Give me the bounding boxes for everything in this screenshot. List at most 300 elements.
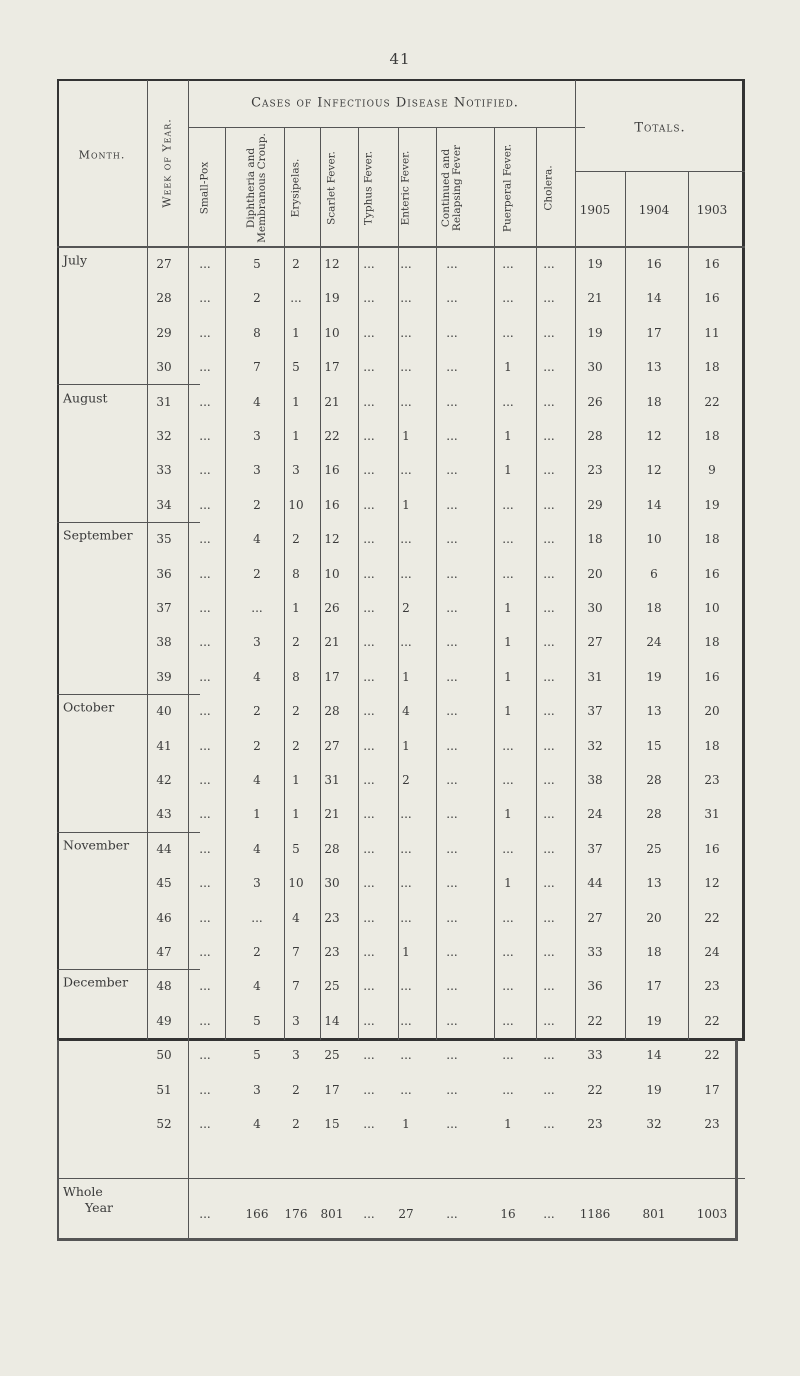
- month-separator: [57, 969, 200, 970]
- data-cell: 4: [253, 532, 261, 547]
- data-cell: ...: [363, 635, 375, 650]
- week-number: 38: [156, 635, 172, 650]
- data-cell: 3: [253, 876, 261, 891]
- data-cell: ...: [199, 945, 211, 959]
- data-cell: 21: [324, 394, 340, 409]
- data-cell: ...: [199, 532, 211, 547]
- data-cell: ...: [363, 394, 375, 409]
- data-cell: 31: [587, 669, 603, 684]
- week-number: 35: [156, 532, 172, 547]
- disease-header: Scarlet Fever.: [325, 151, 338, 225]
- data-cell: ...: [199, 773, 211, 787]
- data-cell: 12: [646, 429, 662, 443]
- data-cell: 22: [704, 910, 720, 925]
- data-cell: ...: [543, 910, 555, 925]
- data-cell: ...: [446, 1117, 458, 1131]
- data-cell: ...: [543, 773, 555, 787]
- data-cell: ...: [446, 704, 458, 719]
- whole-year-rule: [57, 1178, 745, 1179]
- data-cell: 28: [324, 704, 340, 719]
- data-cell: 8: [292, 566, 300, 581]
- data-cell: 22: [587, 1013, 603, 1028]
- disease-column-rule: [536, 127, 537, 1040]
- data-cell: 15: [646, 738, 662, 753]
- data-cell: 20: [587, 566, 603, 581]
- data-cell: ...: [543, 1117, 555, 1131]
- disease-column-rule: [494, 127, 495, 1040]
- data-cell: 12: [324, 257, 340, 271]
- disease-header: Enteric Fever.: [399, 150, 412, 226]
- data-cell: ...: [502, 1082, 514, 1097]
- data-cell: ...: [363, 429, 375, 443]
- data-cell: 1: [402, 738, 410, 753]
- data-cell: 25: [324, 979, 340, 994]
- data-cell: 24: [704, 945, 720, 959]
- data-cell: ...: [400, 807, 412, 822]
- data-cell: ...: [543, 704, 555, 719]
- week-number: 45: [156, 876, 172, 891]
- data-cell: 12: [324, 532, 340, 547]
- data-cell: 4: [253, 669, 261, 684]
- data-cell: ...: [400, 1048, 412, 1063]
- data-cell: 7: [292, 979, 300, 994]
- data-cell: 26: [324, 601, 340, 615]
- week-number: 32: [156, 429, 172, 443]
- data-cell: ...: [199, 876, 211, 891]
- data-cell: 16: [324, 497, 340, 512]
- data-cell: 4: [253, 773, 261, 787]
- data-cell: ...: [446, 257, 458, 271]
- data-cell: ...: [199, 360, 211, 375]
- week-number: 52: [156, 1117, 172, 1131]
- data-cell: 19: [324, 291, 340, 306]
- whole-year-cell: ...: [363, 1207, 375, 1221]
- data-cell: 14: [646, 291, 662, 306]
- data-cell: ...: [543, 1082, 555, 1097]
- data-cell: ...: [446, 497, 458, 512]
- disease-column-rule: [358, 127, 359, 1040]
- data-cell: 15: [324, 1117, 340, 1131]
- week-column-rule: [188, 80, 189, 1040]
- data-cell: 7: [292, 945, 300, 959]
- data-cell: ...: [543, 532, 555, 547]
- data-cell: ...: [199, 1013, 211, 1028]
- data-cell: 30: [324, 876, 340, 891]
- week-number: 50: [156, 1048, 172, 1063]
- year-column-rule: [688, 171, 689, 1040]
- data-cell: 4: [253, 841, 261, 856]
- data-cell: 25: [324, 1048, 340, 1063]
- data-cell: 32: [646, 1117, 662, 1131]
- data-cell: ...: [363, 360, 375, 375]
- data-cell: ...: [543, 325, 555, 340]
- data-cell: ...: [251, 601, 263, 615]
- totals-header: Totals.: [634, 120, 686, 136]
- data-cell: ...: [400, 463, 412, 478]
- week-number: 34: [156, 497, 172, 512]
- year-column-rule: [625, 171, 626, 1040]
- data-cell: 23: [704, 979, 720, 994]
- whole-year-cell: ...: [446, 1207, 458, 1221]
- data-cell: ...: [446, 807, 458, 822]
- data-cell: 8: [292, 669, 300, 684]
- data-cell: ...: [446, 566, 458, 581]
- whole-year-cell: 1186: [579, 1207, 611, 1221]
- data-cell: 2: [253, 738, 261, 753]
- data-cell: 23: [587, 1117, 603, 1131]
- data-cell: 2: [292, 257, 300, 271]
- week-number: 28: [156, 291, 172, 306]
- data-cell: 17: [704, 1082, 720, 1097]
- data-cell: ...: [543, 429, 555, 443]
- data-cell: 33: [587, 945, 603, 959]
- data-cell: ...: [543, 807, 555, 822]
- data-cell: 28: [587, 429, 603, 443]
- data-cell: 38: [587, 773, 603, 787]
- data-cell: ...: [543, 601, 555, 615]
- page-number: 41: [389, 50, 411, 68]
- data-cell: 29: [587, 497, 603, 512]
- data-cell: 17: [646, 325, 662, 340]
- week-number: 30: [156, 360, 172, 375]
- data-cell: 1: [292, 807, 300, 822]
- disease-header: Small-Pox: [198, 161, 211, 215]
- data-cell: 10: [324, 566, 340, 581]
- data-cell: 23: [324, 910, 340, 925]
- data-cell: ...: [446, 841, 458, 856]
- data-cell: 1: [292, 394, 300, 409]
- whole-year-week-rule: [188, 1040, 189, 1240]
- data-cell: ...: [446, 325, 458, 340]
- data-cell: 23: [704, 1117, 720, 1131]
- data-cell: ...: [446, 876, 458, 891]
- data-cell: 32: [587, 738, 603, 753]
- data-cell: 1: [504, 704, 512, 719]
- data-cell: 1: [504, 429, 512, 443]
- data-cell: 14: [646, 497, 662, 512]
- data-cell: ...: [199, 1048, 211, 1063]
- year-header: 1903: [696, 203, 728, 217]
- data-cell: ...: [400, 1013, 412, 1028]
- data-cell: 22: [704, 394, 720, 409]
- data-cell: 1: [292, 429, 300, 443]
- data-cell: 13: [646, 360, 662, 375]
- data-cell: ...: [502, 738, 514, 753]
- data-cell: 3: [253, 635, 261, 650]
- data-cell: ...: [363, 876, 375, 891]
- data-cell: 9: [708, 463, 716, 478]
- data-cell: ...: [502, 566, 514, 581]
- data-cell: ...: [446, 773, 458, 787]
- month-header: Month.: [78, 148, 126, 162]
- data-cell: 3: [253, 463, 261, 478]
- data-cell: 1: [504, 669, 512, 684]
- data-cell: 2: [292, 635, 300, 650]
- data-cell: 17: [324, 1082, 340, 1097]
- totals-header-rule: [575, 171, 745, 172]
- disease-column-rule: [284, 127, 285, 1040]
- data-cell: 10: [324, 325, 340, 340]
- data-cell: ...: [363, 291, 375, 306]
- data-cell: 10: [288, 497, 304, 512]
- data-cell: 16: [704, 841, 720, 856]
- week-header: Week of Year.: [160, 118, 174, 208]
- data-cell: ...: [400, 1082, 412, 1097]
- week-number: 33: [156, 463, 172, 478]
- data-cell: 10: [646, 532, 662, 547]
- data-cell: 10: [288, 876, 304, 891]
- data-cell: 12: [646, 463, 662, 478]
- data-cell: 3: [292, 463, 300, 478]
- week-number: 27: [156, 257, 172, 271]
- data-cell: ...: [251, 910, 263, 925]
- data-cell: 6: [650, 566, 658, 581]
- data-cell: 21: [324, 635, 340, 650]
- data-cell: ...: [446, 738, 458, 753]
- month-label: August: [63, 390, 108, 406]
- data-cell: ...: [363, 325, 375, 340]
- data-cell: 13: [646, 704, 662, 719]
- data-cell: 33: [587, 1048, 603, 1063]
- data-cell: ...: [363, 566, 375, 581]
- data-cell: 18: [704, 738, 720, 753]
- data-cell: ...: [363, 601, 375, 615]
- data-cell: 3: [253, 1082, 261, 1097]
- data-cell: 1: [402, 429, 410, 443]
- week-number: 47: [156, 945, 172, 959]
- whole-year-cell: 166: [245, 1207, 269, 1221]
- data-cell: ...: [502, 841, 514, 856]
- week-number: 44: [156, 841, 172, 856]
- whole-year-cell: 801: [320, 1207, 344, 1221]
- month-separator: [57, 384, 200, 385]
- data-cell: ...: [446, 463, 458, 478]
- data-cell: 1: [292, 601, 300, 615]
- data-cell: 23: [324, 945, 340, 959]
- data-cell: ...: [543, 360, 555, 375]
- data-cell: ...: [199, 497, 211, 512]
- data-cell: 23: [587, 463, 603, 478]
- data-cell: 17: [646, 979, 662, 994]
- data-cell: ...: [446, 429, 458, 443]
- data-cell: ...: [400, 841, 412, 856]
- data-cell: ...: [199, 291, 211, 306]
- data-cell: 20: [646, 910, 662, 925]
- whole-year-right-border: [735, 1040, 738, 1240]
- data-cell: 20: [704, 704, 720, 719]
- data-cell: ...: [502, 945, 514, 959]
- whole-year-bottom-rule: [57, 1238, 738, 1241]
- data-cell: ...: [543, 1048, 555, 1063]
- data-cell: ...: [363, 773, 375, 787]
- data-cell: 18: [646, 394, 662, 409]
- data-cell: ...: [446, 979, 458, 994]
- week-number: 36: [156, 566, 172, 581]
- data-cell: 16: [704, 257, 720, 271]
- data-cell: 3: [253, 429, 261, 443]
- data-cell: ...: [363, 532, 375, 547]
- data-cell: ...: [502, 257, 514, 271]
- data-cell: ...: [199, 394, 211, 409]
- data-cell: 2: [292, 1117, 300, 1131]
- data-cell: 28: [646, 807, 662, 822]
- data-cell: 27: [587, 910, 603, 925]
- data-cell: 16: [704, 669, 720, 684]
- data-cell: ...: [290, 291, 302, 306]
- data-cell: 14: [646, 1048, 662, 1063]
- data-cell: ...: [543, 738, 555, 753]
- data-cell: ...: [363, 1117, 375, 1131]
- week-number: 41: [156, 738, 172, 753]
- data-cell: ...: [199, 979, 211, 994]
- data-cell: ...: [446, 669, 458, 684]
- whole-year-cell: 176: [284, 1207, 308, 1221]
- week-number: 29: [156, 325, 172, 340]
- week-number: 37: [156, 601, 172, 615]
- data-cell: 31: [704, 807, 720, 822]
- data-cell: ...: [543, 876, 555, 891]
- data-cell: 23: [704, 773, 720, 787]
- data-cell: ...: [199, 635, 211, 650]
- data-cell: 16: [704, 566, 720, 581]
- week-number: 51: [156, 1082, 172, 1097]
- data-cell: ...: [363, 910, 375, 925]
- data-cell: 1: [504, 601, 512, 615]
- disease-header: Erysipelas.: [289, 158, 302, 218]
- data-cell: 1: [504, 1117, 512, 1131]
- data-cell: ...: [543, 979, 555, 994]
- data-cell: 44: [587, 876, 603, 891]
- data-cell: ...: [400, 635, 412, 650]
- data-cell: ...: [363, 738, 375, 753]
- data-cell: ...: [199, 807, 211, 822]
- data-cell: ...: [199, 669, 211, 684]
- disease-column-rule: [436, 127, 437, 1040]
- week-number: 42: [156, 773, 172, 787]
- data-cell: ...: [543, 257, 555, 271]
- data-cell: 18: [646, 601, 662, 615]
- data-cell: 16: [704, 291, 720, 306]
- data-cell: ...: [199, 738, 211, 753]
- data-cell: 2: [253, 704, 261, 719]
- data-cell: ...: [502, 291, 514, 306]
- data-cell: ...: [199, 910, 211, 925]
- data-cell: ...: [363, 257, 375, 271]
- data-cell: 31: [324, 773, 340, 787]
- year-header: 1904: [638, 203, 670, 217]
- data-cell: ...: [446, 635, 458, 650]
- whole-year-label-line2: Year: [85, 1200, 113, 1215]
- month-label: July: [63, 252, 88, 268]
- data-cell: 24: [587, 807, 603, 822]
- data-cell: ...: [363, 1082, 375, 1097]
- data-cell: ...: [400, 360, 412, 375]
- month-separator: [57, 832, 200, 833]
- disease-header: Diphtheria and Membranous Croup.: [245, 133, 268, 243]
- data-cell: ...: [199, 429, 211, 443]
- data-cell: 1: [402, 945, 410, 959]
- week-number: 48: [156, 979, 172, 994]
- data-cell: ...: [502, 532, 514, 547]
- data-cell: 13: [646, 876, 662, 891]
- data-cell: 18: [587, 532, 603, 547]
- data-cell: 30: [587, 601, 603, 615]
- data-cell: ...: [363, 1013, 375, 1028]
- data-cell: 1: [504, 807, 512, 822]
- data-cell: ...: [502, 910, 514, 925]
- data-cell: 18: [704, 429, 720, 443]
- data-cell: ...: [502, 979, 514, 994]
- data-cell: 17: [324, 360, 340, 375]
- whole-year-label: [63, 1184, 113, 1216]
- data-cell: 2: [292, 738, 300, 753]
- data-cell: 19: [646, 1082, 662, 1097]
- data-cell: ...: [543, 394, 555, 409]
- data-cell: 2: [253, 291, 261, 306]
- cases-header-rule: [188, 127, 585, 128]
- data-cell: ...: [543, 291, 555, 306]
- data-cell: ...: [543, 1013, 555, 1028]
- month-label: September: [63, 527, 133, 543]
- data-cell: 19: [704, 497, 720, 512]
- whole-year-cell: 16: [500, 1207, 516, 1221]
- data-cell: ...: [199, 325, 211, 340]
- data-cell: 16: [324, 463, 340, 478]
- data-cell: 1: [292, 325, 300, 340]
- data-cell: 5: [292, 360, 300, 375]
- data-cell: 16: [646, 257, 662, 271]
- data-cell: 18: [704, 360, 720, 375]
- data-cell: 4: [253, 1117, 261, 1131]
- data-cell: 18: [646, 945, 662, 959]
- month-label: December: [63, 974, 129, 990]
- data-cell: ...: [199, 1082, 211, 1097]
- data-cell: ...: [363, 497, 375, 512]
- data-cell: 1: [402, 669, 410, 684]
- data-cell: 19: [587, 325, 603, 340]
- data-cell: ...: [543, 635, 555, 650]
- data-cell: ...: [446, 360, 458, 375]
- data-cell: 19: [646, 1013, 662, 1028]
- week-number: 39: [156, 669, 172, 684]
- data-cell: ...: [199, 601, 211, 615]
- data-cell: ...: [199, 257, 211, 271]
- data-cell: ...: [446, 291, 458, 306]
- data-cell: 28: [646, 773, 662, 787]
- data-cell: ...: [400, 257, 412, 271]
- data-cell: 2: [253, 945, 261, 959]
- whole-year-cell: ...: [199, 1207, 211, 1221]
- disease-column-rule: [225, 127, 226, 1040]
- data-cell: 22: [324, 429, 340, 443]
- data-cell: ...: [400, 394, 412, 409]
- week-number: 49: [156, 1013, 172, 1028]
- data-cell: ...: [446, 1082, 458, 1097]
- data-cell: ...: [199, 463, 211, 478]
- data-cell: ...: [543, 669, 555, 684]
- whole-year-cell: 1003: [696, 1207, 728, 1221]
- data-cell: ...: [446, 532, 458, 547]
- data-cell: ...: [400, 325, 412, 340]
- data-cell: 24: [646, 635, 662, 650]
- data-cell: ...: [543, 945, 555, 959]
- data-cell: 7: [253, 360, 261, 375]
- data-cell: 2: [292, 704, 300, 719]
- data-cell: 4: [402, 704, 410, 719]
- data-cell: ...: [446, 910, 458, 925]
- data-cell: 1: [402, 1117, 410, 1131]
- data-cell: 18: [704, 532, 720, 547]
